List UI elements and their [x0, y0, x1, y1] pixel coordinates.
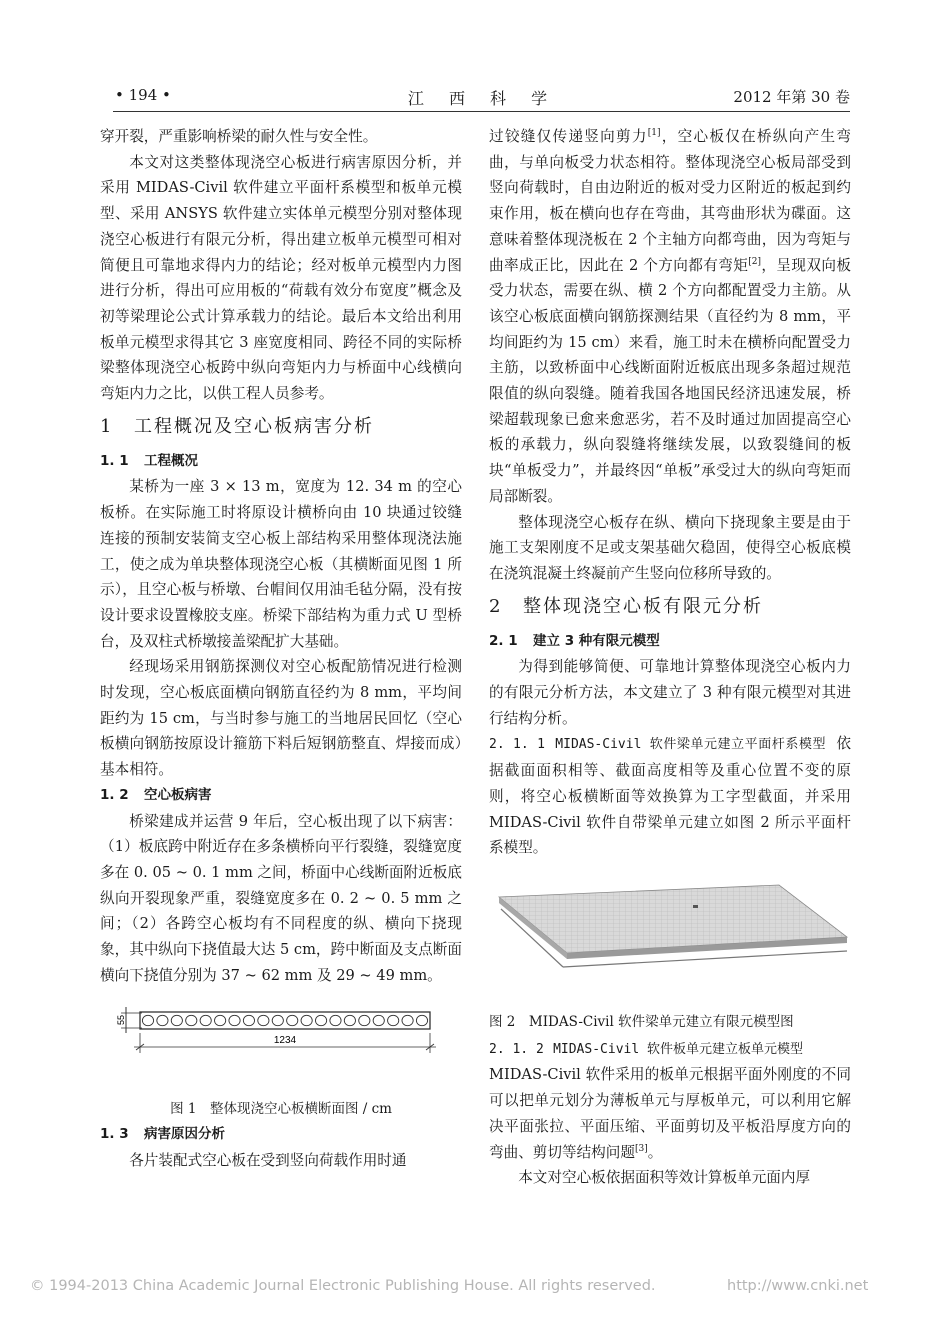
- page-number: • 194 •: [115, 86, 171, 104]
- hollow-core: [258, 1015, 269, 1025]
- paragraph: 整体现浇空心板存在纵、横向下挠现象主要是由于施工支架刚度不足或支架基础欠稳固，使得空心板底模在浇筑混凝土终凝前产生竖向位移所导致的。: [489, 513, 851, 582]
- figure-2: [489, 875, 851, 1000]
- paragraph: 某桥为一座 3 × 13 m，宽度为 12. 34 m 的空心板桥。在实际施工时将原设计横桥向由 10 块通过铰缝连接的预制安装简支空心板上部结构采用整体现浇法施工，使之成为单块整体现浇空心板（其横断面见图 1 所示），且空心板与桥墩、台帽间仅用油毛毡分隔，没有按设计要求设置橡胶支座。桥梁下部结构为重力式 U 型桥台，及双柱式桥墩接盖梁配扩大基础。: [100, 478, 462, 650]
- section-title: 整体现浇空心板有限元分析: [523, 595, 763, 617]
- citation: [2]: [748, 256, 762, 267]
- hollow-core: [330, 1015, 341, 1025]
- paragraph: [489, 1062, 851, 1165]
- citation: [1]: [647, 128, 661, 138]
- height-dimension-label: 55: [116, 1014, 126, 1025]
- figure-1: [100, 995, 462, 1093]
- subsection-title: 工程概况: [144, 452, 198, 469]
- paragraph: [489, 124, 851, 510]
- hollow-core: [315, 1015, 326, 1025]
- figure-2-caption: 图 2 MIDAS-Civil 软件梁单元建立有限元模型图: [489, 1013, 794, 1030]
- figure-1-caption: 图 1 整体现浇空心板横断面图 / cm: [170, 1100, 392, 1117]
- subsection-number: 1. 1: [100, 452, 129, 469]
- hollow-core: [200, 1015, 211, 1025]
- hollow-core: [186, 1015, 197, 1025]
- subsubsection-2-1-1: [489, 731, 851, 861]
- text-run: 。: [647, 1143, 663, 1161]
- subsection-heading-1-3: [100, 1122, 462, 1148]
- citation: [3]: [634, 1143, 648, 1154]
- subsubsection-number: 2. 1. 1: [489, 737, 545, 753]
- subsubsection-title: MIDAS-Civil 软件梁单元建立平面杆系模型: [555, 737, 826, 753]
- subsection-heading-1-2: [100, 783, 462, 809]
- hollow-core: [272, 1015, 283, 1025]
- hollow-core: [344, 1015, 355, 1025]
- copyright-text: © 1994-2013 China Academic Journal Electronic Publishing House. All rights reserved.: [30, 1278, 656, 1294]
- text-run: MIDAS-Civil 软件采用的板单元根据平面外刚度的不同可以把单元划分为薄板单元与厚板单元，可以利用它解决平面张拉、平面压缩、平面剪切及平板沿厚度方向的弯曲、剪切等结构问题: [489, 1066, 851, 1161]
- copyright-footer: [30, 1278, 869, 1294]
- hollow-cores: [142, 1015, 427, 1025]
- subsubsection-number: 2. 1. 2: [489, 1041, 544, 1057]
- section-heading-2: [489, 592, 851, 622]
- hollow-core: [171, 1015, 182, 1025]
- hollow-core: [243, 1015, 254, 1025]
- width-dimension-label: 1234: [273, 1034, 297, 1046]
- text-run: 过铰缝仅传递竖向剪力: [489, 128, 648, 145]
- paragraph: 为得到能够简便、可靠地计算整体现浇空心板内力的有限元分析方法，本文建立了 3 种有限元模型对其进行结构分析。: [489, 658, 851, 727]
- right-column: [489, 124, 851, 1191]
- hollow-core: [402, 1015, 413, 1025]
- paragraph: 依据截面面积相等、截面高度相等及重心位置不变的原则，将空心板横断面等效换算为工字型截面，并采用 MIDAS-Civil 软件自带梁单元建立如图 2 所示平面杆系模型。: [489, 735, 851, 857]
- journal-name: 江 西 科 学: [407, 89, 558, 108]
- hollow-core: [215, 1015, 226, 1025]
- hollow-core: [388, 1015, 399, 1025]
- subsection-title: 病害原因分析: [144, 1126, 225, 1143]
- hollow-core: [229, 1015, 240, 1025]
- left-column: [100, 124, 462, 1174]
- subsection-title: 建立 3 种有限元模型: [533, 632, 660, 649]
- subsubsection-2-1-2: [489, 1036, 851, 1063]
- subsubsection-title: MIDAS-Civil 软件板单元建立板单元模型: [553, 1041, 803, 1057]
- paragraph: 经现场采用钢筋探测仪对空心板配筋情况进行检测时发现，空心板底面横向钢筋直径约为 8 mm，平均间距约为 15 cm，与当时参与施工的当地居民回忆（空心板横向钢筋按原设计箍筋下料后短钢筋整直、焊接而成）基本相符。: [100, 658, 462, 779]
- hollow-core: [373, 1015, 384, 1025]
- section-number: 1: [100, 415, 114, 437]
- subsection-heading-2-1: [489, 629, 851, 655]
- cross-section-drawing: [112, 999, 452, 1089]
- hollow-core: [157, 1015, 168, 1025]
- subsection-heading-1-1: [100, 449, 462, 475]
- hollow-core: [142, 1015, 153, 1025]
- footer-url[interactable]: http://www.cnki.net: [727, 1278, 869, 1294]
- running-header: [115, 86, 850, 108]
- paragraph: 穿开裂，严重影响桥梁的耐久性与安全性。: [100, 128, 378, 145]
- paragraph: 各片装配式空心板在受到竖向荷载作用时通: [129, 1151, 407, 1169]
- hollow-core: [287, 1015, 298, 1025]
- section-number: 2: [489, 595, 503, 617]
- section-heading-1: [100, 412, 462, 442]
- fe-model-drawing: [493, 875, 849, 995]
- header-rule: [113, 111, 850, 112]
- subsection-number: 1. 2: [100, 786, 129, 803]
- paragraph: 本文对这类整体现浇空心板进行病害原因分析，并采用 MIDAS-Civil 软件建立平面杆系模型和板单元模型、采用 ANSYS 软件建立实体单元模型分别对整体现浇空心板进行有限元分析，得出建立板单元模型可相对简便且可靠地求得内力的结论；经对板单元模型内力图进行分析，得出可应用板的“荷载有效分布宽度”概念及初等梁理论公式计算承载力的结论。最后本文给出利用板单元模型求得其它 3 座宽度相同、跨径不同的实际桥梁整体现浇空心板跨中纵向弯矩内力与桥面中心线横向弯矩内力之比，以供工程人员参考。: [100, 153, 462, 403]
- hollow-core: [416, 1015, 427, 1025]
- hollow-core: [301, 1015, 312, 1025]
- subsection-title: 空心板病害: [144, 786, 212, 803]
- section-title: 工程概况及空心板病害分析: [134, 415, 374, 437]
- hollow-core: [359, 1015, 370, 1025]
- paragraph: 桥梁建成并运营 9 年后，空心板出现了以下病害：（1）板底跨中附近存在多条横桥向平行裂缝，裂缝宽度多在 0. 05 ~ 0. 1 mm 之间，桥面中心线断面附近板底纵向开裂现象严重，裂缝宽度多在 0. 2 ~ 0. 5 mm 之间；（2）各跨空心板均有不同程度的纵、横向下挠现象，其中纵向下挠值最大达 5 cm，跨中断面及支点断面横向下挠值分别为 37 ~ 62 mm 及 29 ~ 49 mm。: [100, 812, 462, 984]
- subsection-number: 2. 1: [489, 632, 518, 649]
- text-run: ，空心板仅在桥纵向产生弯曲，与单向板受力状态相符。整体现浇空心板局部受到竖向荷载时，自由边附近的板对受力区附近的板起到约束作用，板在横向也存在弯曲，其弯曲形状为碟面。这意味着整体现浇板在 2 个主轴方向都弯曲，因为弯矩与曲率成正比，因此在 2 个方向都有弯矩: [489, 128, 851, 274]
- text-run: ，呈现双向板受力状态，需要在纵、横 2 个方向都配置受力主筋。从该空心板底面横向钢筋探测结果（直径约为 8 mm，平均间距约为 15 cm）来看，施工时未在横桥向配置受力主筋，以致桥面中心线断面附近板底出现多条超过规范限值的纵向裂缝。随着我国各地国民经济迅速发展，桥梁超载现象已愈来愈恶劣，若不及时通过加固提高空心板的承载力，纵向裂缝将继续发展，以致裂缝间的板块“单板受力”，并最终因“单板”承受过大的纵向弯矩而局部断裂。: [489, 256, 851, 505]
- paragraph: 本文对空心板依据面积等效计算板单元面内厚: [518, 1169, 811, 1187]
- subsection-number: 1. 3: [100, 1126, 129, 1143]
- year-volume: 2012 年第 30 卷: [733, 88, 850, 106]
